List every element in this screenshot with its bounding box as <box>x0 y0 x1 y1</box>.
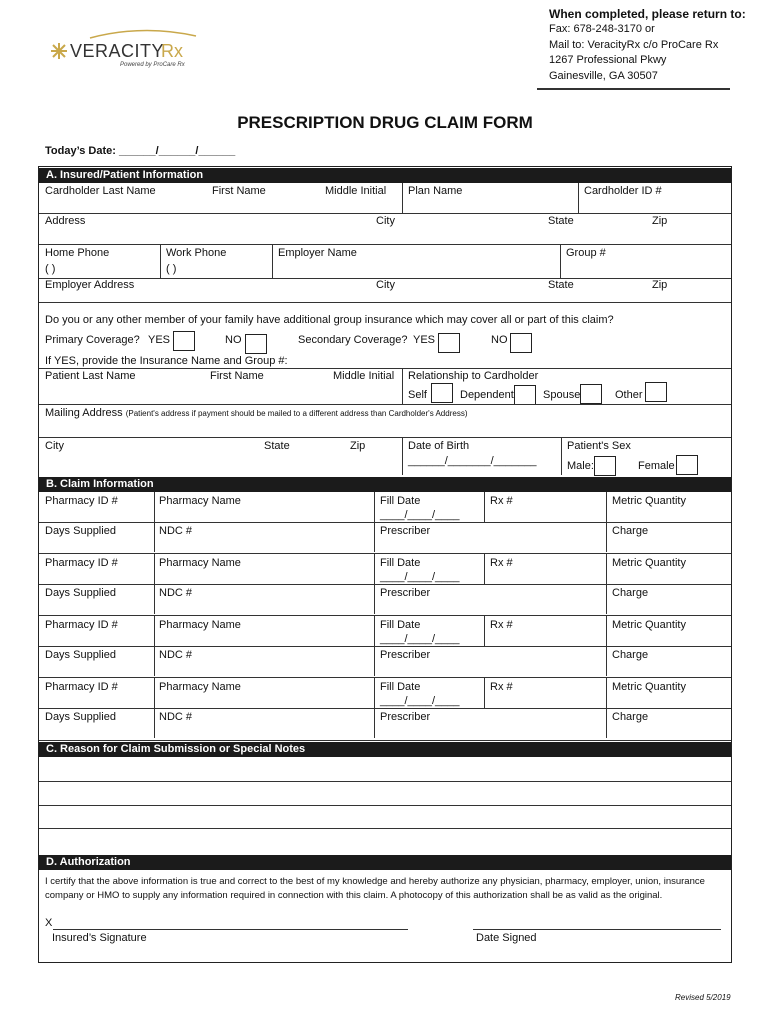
claim-3-ndc-label: NDC # <box>159 649 193 661</box>
claim-3-charge-label: Charge <box>612 649 649 661</box>
claim-3-pharmacy-id-label: Pharmacy ID # <box>45 619 118 631</box>
primary-no-checkbox[interactable] <box>245 334 267 354</box>
claim-2-prescriber-label: Prescriber <box>380 587 431 599</box>
other-checkbox[interactable] <box>645 382 667 402</box>
work-phone-label: Work Phone <box>166 247 227 259</box>
employer-address-label: Employer Address <box>45 279 135 291</box>
logo-swoosh-icon <box>88 28 198 40</box>
secondary-no-checkbox[interactable] <box>510 333 532 353</box>
plan-name-label: Plan Name <box>408 185 463 197</box>
claim-3-pharmacy-name-label: Pharmacy Name <box>159 619 241 631</box>
claim-1-fill-date-blank[interactable]: ____/____/____ <box>380 509 460 521</box>
divider <box>39 677 731 678</box>
claim-3-metric-qty-label: Metric Quantity <box>612 619 686 631</box>
divider <box>39 302 731 303</box>
claim-4-rx-label: Rx # <box>490 681 513 693</box>
claim-1-pharmacy-name-label: Pharmacy Name <box>159 495 241 507</box>
employer-name-label: Employer Name <box>278 247 357 259</box>
claim-1-metric-qty-label: Metric Quantity <box>612 495 686 507</box>
claim-4-prescriber-label: Prescriber <box>380 711 431 723</box>
claim-2-metric-qty-label: Metric Quantity <box>612 557 686 569</box>
claim-2-rx-label: Rx # <box>490 557 513 569</box>
section-d-header: D. Authorization <box>39 855 731 870</box>
divider <box>484 492 485 522</box>
return-line-4: Gainesville, GA 30507 <box>549 70 658 82</box>
claim-3-prescriber-label: Prescriber <box>380 649 431 661</box>
claim-2-pharmacy-name-label: Pharmacy Name <box>159 557 241 569</box>
if-yes-label: If YES, provide the Insurance Name and Group #: <box>45 355 288 367</box>
patient-state-label: State <box>264 440 290 452</box>
primary-coverage-label: Primary Coverage? <box>45 334 140 346</box>
divider <box>402 183 403 213</box>
signature-line[interactable] <box>53 929 408 930</box>
address-label: Address <box>45 215 86 227</box>
claim-3-fill-date-blank[interactable]: ____/____/____ <box>380 633 460 645</box>
secondary-yes-label: YES <box>413 334 436 346</box>
group-label: Group # <box>566 247 606 259</box>
divider <box>402 368 403 404</box>
dob-label: Date of Birth <box>408 440 470 452</box>
claim-4-ndc-label: NDC # <box>159 711 193 723</box>
logo-rx: Rx <box>161 41 183 61</box>
claim-2-days-supplied-label: Days Supplied <box>45 587 116 599</box>
revised-date: Revised 5/2019 <box>675 993 731 1002</box>
divider <box>39 646 731 647</box>
form-title: PRESCRIPTION DRUG CLAIM FORM <box>237 113 533 132</box>
relationship-label: Relationship to Cardholder <box>408 370 539 382</box>
claim-1-days-supplied-label: Days Supplied <box>45 525 116 537</box>
divider <box>374 554 375 614</box>
authorization-text-1: I certify that the above information is true and correct to the best of my knowledge and hereby authorize any physician, pharmacy, employer, union, insurance <box>45 876 705 887</box>
patient-first-label: First Name <box>210 370 264 382</box>
return-line-2: Mail to: VeracityRx c/o ProCare Rx <box>549 39 719 51</box>
date-signed-label: Date Signed <box>476 932 537 944</box>
claim-2-ndc-label: NDC # <box>159 587 193 599</box>
divider <box>39 404 731 405</box>
divider <box>484 678 485 708</box>
claim-1-charge-label: Charge <box>612 525 649 537</box>
cardholder-id-label: Cardholder ID # <box>584 185 662 197</box>
divider <box>39 553 731 554</box>
divider <box>606 616 607 676</box>
secondary-coverage-label: Secondary Coverage? <box>298 334 408 346</box>
self-checkbox[interactable] <box>431 383 453 403</box>
divider <box>39 584 731 585</box>
cardholder-last-label: Cardholder Last Name <box>45 185 156 197</box>
logo-text: VERACITY <box>70 41 165 61</box>
primary-yes-checkbox[interactable] <box>173 331 195 351</box>
divider <box>39 244 731 245</box>
patient-last-label: Patient Last Name <box>45 370 136 382</box>
claim-1-pharmacy-id-label: Pharmacy ID # <box>45 495 118 507</box>
employer-city-label: City <box>376 279 395 291</box>
male-label: Male: <box>567 460 594 472</box>
divider <box>154 678 155 738</box>
divider <box>39 437 731 438</box>
divider <box>402 437 403 475</box>
claim-2-pharmacy-id-label: Pharmacy ID # <box>45 557 118 569</box>
claim-2-fill-date-label: Fill Date <box>380 557 421 569</box>
section-b-header: B. Claim Information <box>39 477 731 492</box>
claim-1-fill-date-label: Fill Date <box>380 495 421 507</box>
date-signed-line[interactable] <box>473 929 721 930</box>
other-label: Other <box>615 389 643 401</box>
additional-insurance-question: Do you or any other member of your family have additional group insurance which may cover all or part of this claim? <box>45 314 614 326</box>
male-checkbox[interactable] <box>594 456 616 476</box>
logo-subtitle: Powered by ProCare Rx <box>120 62 185 68</box>
divider <box>606 678 607 738</box>
return-line-1: Fax: 678-248-3170 or <box>549 23 655 35</box>
primary-yes-label: YES <box>148 334 171 346</box>
claim-3-fill-date-label: Fill Date <box>380 619 421 631</box>
return-title: When completed, please return to: <box>549 7 746 21</box>
divider <box>561 437 562 475</box>
dependent-checkbox[interactable] <box>514 385 536 405</box>
home-phone-paren: ( ) <box>45 263 56 275</box>
spouse-label: Spouse <box>543 389 581 401</box>
female-label: Female <box>638 460 675 472</box>
divider <box>606 554 607 614</box>
claim-1-prescriber-label: Prescriber <box>380 525 431 537</box>
patient-zip-label: Zip <box>350 440 366 452</box>
first-name-label: First Name <box>212 185 266 197</box>
divider <box>606 492 607 552</box>
section-a-header: A. Insured/Patient Information <box>39 168 731 183</box>
authorization-text-2: company or HMO to supply any information required in connection with this claim. A photocopy of this authorization shall be as valid as the original. <box>45 890 663 901</box>
divider <box>374 492 375 552</box>
claim-4-fill-date-blank[interactable]: ____/____/____ <box>380 695 460 707</box>
todays-date: Today’s Date: ______/______/______ <box>45 145 236 157</box>
return-line-3: 1267 Professional Pkwy <box>549 54 667 66</box>
divider <box>39 213 731 214</box>
mailing-address-text: Mailing Address <box>45 407 123 419</box>
divider <box>160 244 161 278</box>
notes-area[interactable] <box>39 758 731 852</box>
divider <box>272 244 273 278</box>
claim-3-rx-label: Rx # <box>490 619 513 631</box>
patient-city-label: City <box>45 440 64 452</box>
state-label: State <box>548 215 574 227</box>
patient-sex-label: Patient's Sex <box>567 440 631 452</box>
divider <box>484 616 485 646</box>
header-rule <box>537 88 730 90</box>
zip-label: Zip <box>652 215 668 227</box>
logo <box>50 32 200 72</box>
divider <box>39 368 731 369</box>
claim-4-pharmacy-name-label: Pharmacy Name <box>159 681 241 693</box>
middle-initial-label: Middle Initial <box>325 185 387 197</box>
dependent-label: Dependent <box>460 389 514 401</box>
secondary-yes-checkbox[interactable] <box>438 333 460 353</box>
divider <box>578 183 579 213</box>
claim-4-days-supplied-label: Days Supplied <box>45 711 116 723</box>
claim-4-metric-qty-label: Metric Quantity <box>612 681 686 693</box>
section-c-header: C. Reason for Claim Submission or Special Notes <box>39 742 731 757</box>
logo-star-icon <box>50 42 68 60</box>
home-phone-label: Home Phone <box>45 247 110 259</box>
claim-4-fill-date-label: Fill Date <box>380 681 421 693</box>
claim-2-charge-label: Charge <box>612 587 649 599</box>
employer-zip-label: Zip <box>652 279 668 291</box>
divider <box>154 492 155 552</box>
claim-3-days-supplied-label: Days Supplied <box>45 649 116 661</box>
self-label: Self <box>408 389 427 401</box>
insured-signature-label: Insured’s Signature <box>52 932 147 944</box>
divider <box>39 615 731 616</box>
patient-middle-label: Middle Initial <box>333 370 395 382</box>
employer-state-label: State <box>548 279 574 291</box>
divider <box>154 554 155 614</box>
primary-no-label: NO <box>225 334 242 346</box>
signature-x: X <box>45 917 53 929</box>
mailing-address-note: (Patient's address if payment should be mailed to a different address than Cardholder's Address) <box>125 409 468 418</box>
claim-4-pharmacy-id-label: Pharmacy ID # <box>45 681 118 693</box>
claim-1-rx-label: Rx # <box>490 495 513 507</box>
city-label: City <box>376 215 395 227</box>
mailing-address-label <box>45 407 467 420</box>
claim-1-ndc-label: NDC # <box>159 525 193 537</box>
secondary-no-label: NO <box>491 334 508 346</box>
spouse-checkbox[interactable] <box>580 384 602 404</box>
divider <box>154 616 155 676</box>
female-checkbox[interactable] <box>676 455 698 475</box>
work-phone-paren: ( ) <box>166 263 177 275</box>
claim-4-charge-label: Charge <box>612 711 649 723</box>
dob-blank[interactable]: ______/_______/_______ <box>408 455 537 467</box>
divider <box>39 708 731 709</box>
divider <box>374 678 375 738</box>
divider <box>560 244 561 278</box>
divider <box>484 554 485 584</box>
divider <box>374 616 375 676</box>
divider <box>39 740 731 741</box>
divider <box>39 522 731 523</box>
claim-2-fill-date-blank[interactable]: ____/____/____ <box>380 571 460 583</box>
